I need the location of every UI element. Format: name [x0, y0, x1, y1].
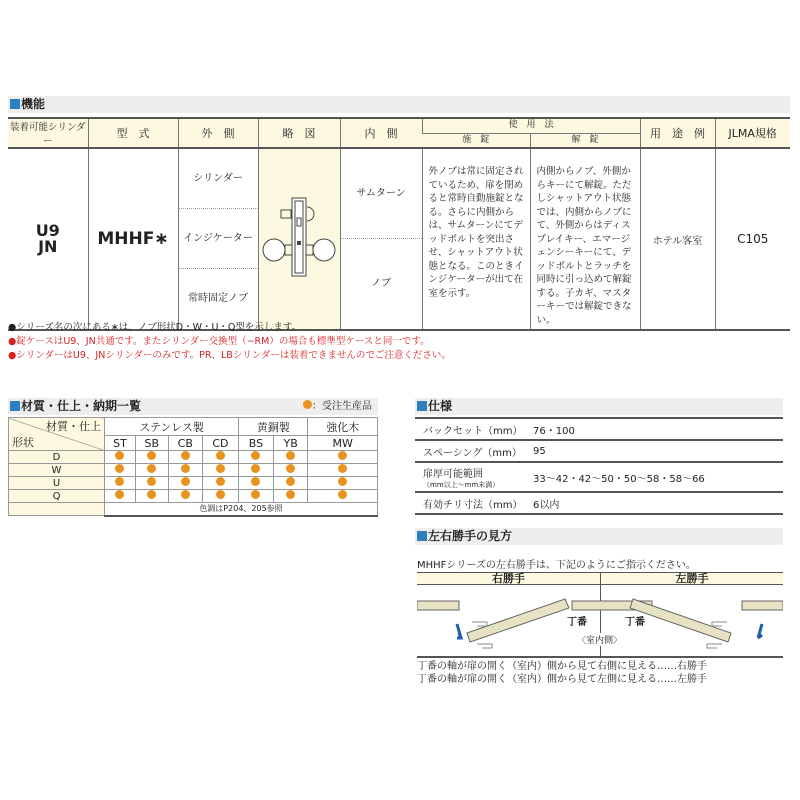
made-to-order-dot-icon [251, 490, 260, 499]
outside-indicator: インジケーター [179, 209, 258, 269]
header-lock: 施 錠 [422, 133, 530, 148]
availability-cell [135, 490, 168, 503]
jlma-cell: C105 [715, 148, 790, 330]
header-inside: 内 側 [340, 118, 422, 148]
made-to-order-dot-icon [216, 477, 225, 486]
made-to-order-dot-icon [338, 490, 347, 499]
availability-cell [105, 451, 136, 464]
availability-cell [239, 477, 274, 490]
header-model: 型 式 [88, 118, 178, 148]
square-icon [10, 401, 20, 411]
square-icon [417, 401, 427, 411]
made-to-order-dot-icon [251, 477, 260, 486]
empty-cell [9, 503, 105, 516]
group-wood: 強化木 [308, 418, 378, 436]
availability-cell [202, 490, 238, 503]
code-yb: YB [273, 436, 308, 451]
corner-top: 材質・仕上 [46, 420, 101, 433]
corner-bottom: 形状 [12, 436, 34, 449]
group-brass: 黄銅製 [239, 418, 308, 436]
legend [303, 398, 372, 415]
availability-cell [239, 464, 274, 477]
availability-cell [273, 451, 308, 464]
outside-cell [178, 148, 258, 330]
availability-cell [168, 464, 202, 477]
availability-cell [168, 477, 202, 490]
cylinder-jn: JN [38, 237, 58, 256]
left-hand-rule: 丁番の軸が扉の開く（室内）側から見て左側に見える……左勝手 [417, 674, 707, 685]
availability-cell [308, 464, 378, 477]
availability-cell [168, 451, 202, 464]
left-hand-label: 左勝手 [600, 573, 783, 585]
color-reference: 色調はP204、205参照 [105, 503, 378, 516]
availability-cell [135, 451, 168, 464]
code-cd: CD [202, 436, 238, 451]
spec-title [415, 398, 783, 415]
header-unlock: 解 錠 [530, 133, 640, 148]
made-to-order-dot-icon [286, 477, 295, 486]
inside-cell [340, 148, 422, 330]
availability-cell [105, 477, 136, 490]
spec-label-sub: （mm以上〜mm未満） [423, 480, 500, 489]
spec-table [415, 417, 783, 515]
made-to-order-dot-icon [147, 464, 156, 473]
availability-cell [308, 477, 378, 490]
function-table [8, 117, 790, 331]
made-to-order-dot-icon [216, 451, 225, 460]
spec-value: 76・100 [525, 418, 783, 440]
made-to-order-dot-icon [115, 490, 124, 499]
spec-value: 95 [525, 440, 783, 462]
availability-cell [105, 464, 136, 477]
availability-cell [135, 464, 168, 477]
outside-cylinder: シリンダー [179, 149, 258, 209]
hinge-label-left: 丁番 [625, 617, 645, 628]
diagram-cell [258, 148, 340, 330]
made-to-order-dot-icon [286, 464, 295, 473]
made-to-order-dot-icon [115, 451, 124, 460]
title-text: 機能 [21, 97, 46, 111]
spec-label: 有効チリ寸法（mm） [415, 492, 525, 514]
availability-cell [202, 477, 238, 490]
header-jlma: JLMA規格 [715, 118, 790, 148]
made-to-order-dot-icon [181, 477, 190, 486]
title-text: 仕様 [428, 399, 453, 413]
table-row [9, 477, 378, 490]
table-row [9, 451, 378, 464]
made-to-order-dot-icon [303, 400, 312, 409]
hand-explanation [417, 660, 707, 686]
spec-label: バックセット（mm） [415, 418, 525, 440]
hand-title [415, 528, 783, 545]
availability-cell [202, 464, 238, 477]
availability-cell [105, 490, 136, 503]
made-to-order-dot-icon [286, 451, 295, 460]
availability-cell [308, 451, 378, 464]
made-to-order-dot-icon [216, 464, 225, 473]
availability-cell [202, 451, 238, 464]
inside-thumbturn: サムターン [341, 149, 422, 239]
availability-cell [239, 451, 274, 464]
square-icon [10, 99, 20, 109]
function-title [8, 96, 790, 113]
note-3: ●シリンダーはU9、JNシリンダーのみです。PR、LBシリンダーは装着できませんのでご注意ください。 [8, 350, 451, 361]
cylinder-u9: U9 [35, 221, 60, 240]
spec-label: スペーシング（mm） [415, 440, 525, 462]
lock-diagram-icon [259, 193, 339, 283]
note-2: ●錠ケースはU9、JN共通です。またシリンダー交換型（−RM）の場合も標準型ケースと同一です。 [8, 336, 430, 347]
availability-cell [273, 464, 308, 477]
made-to-order-dot-icon [251, 451, 260, 460]
spec-value: 6以内 [525, 492, 783, 514]
availability-cell [239, 490, 274, 503]
availability-cell [135, 477, 168, 490]
table-row [9, 490, 378, 503]
made-to-order-dot-icon [181, 464, 190, 473]
shape-label: D [9, 451, 105, 464]
spec-label-main: 扉厚可能範囲 [423, 468, 483, 480]
made-to-order-dot-icon [181, 490, 190, 499]
hand-intro: MHHFシリーズの左右勝手は、下記のようにご指示ください。 [417, 560, 696, 571]
made-to-order-dot-icon [115, 477, 124, 486]
availability-cell [168, 490, 202, 503]
table-row [9, 464, 378, 477]
hand-diagram [417, 572, 783, 658]
header-outside: 外 側 [178, 118, 258, 148]
header-cylinder: 装着可能シリンダー [8, 118, 88, 148]
right-hand-label: 右勝手 [417, 573, 600, 585]
made-to-order-dot-icon [338, 477, 347, 486]
made-to-order-dot-icon [338, 451, 347, 460]
title-text: 材質・仕上・納期一覧 [21, 399, 142, 413]
group-stainless: ステンレス製 [105, 418, 239, 436]
model-cell: MHHF∗ [88, 148, 178, 330]
outside-fixed-knob: 常時固定ノブ [188, 293, 248, 304]
made-to-order-dot-icon [216, 490, 225, 499]
availability-cell [308, 490, 378, 503]
title-text: 左右勝手の見方 [428, 529, 513, 543]
code-sb: SB [135, 436, 168, 451]
code-st: ST [105, 436, 136, 451]
made-to-order-dot-icon [286, 490, 295, 499]
corner-cell [9, 418, 105, 451]
use-cell: ホテル客室 [640, 148, 715, 330]
shape-label: Q [9, 490, 105, 503]
availability-cell [273, 477, 308, 490]
code-bs: BS [239, 436, 274, 451]
material-title [8, 398, 378, 415]
right-hand-rule: 丁番の軸が扉の開く（室内）側から見て右側に見える……右勝手 [417, 661, 707, 672]
shape-label: U [9, 477, 105, 490]
unlock-text: 内側からノブ、外側からキーにて解錠。ただしシャットアウト状態では、内側からノブにて、外側からはディスプレイキー、エマージェンシーキーにて、デッドボルトとラッチを同時に引っ込めて解錠する。子カギ、マスターキーでは解錠できない。 [530, 148, 640, 330]
square-icon [417, 531, 427, 541]
room-side-label: 〈室内側〉 [577, 633, 622, 646]
shape-label: W [9, 464, 105, 477]
code-cb: CB [168, 436, 202, 451]
made-to-order-dot-icon [147, 477, 156, 486]
spec-value: 33〜42・42〜50・50〜58・58〜66 [525, 462, 783, 492]
made-to-order-dot-icon [115, 464, 124, 473]
made-to-order-dot-icon [147, 451, 156, 460]
code-mw: MW [308, 436, 378, 451]
made-to-order-dot-icon [181, 451, 190, 460]
header-diagram: 略 図 [258, 118, 340, 148]
made-to-order-dot-icon [147, 490, 156, 499]
hinge-label-right: 丁番 [567, 617, 587, 628]
spec-label [415, 462, 525, 492]
note-1: ●シリーズ名の次にある∗は、ノブ形状D・W・U・Q型を示します。 [8, 322, 302, 333]
legend-text: ：受注生産品 [312, 401, 372, 412]
header-use: 用 途 例 [640, 118, 715, 148]
material-table [8, 417, 378, 517]
inside-knob: ノブ [371, 278, 391, 289]
arrow-icon [457, 624, 461, 638]
arrow-icon [758, 624, 762, 638]
made-to-order-dot-icon [338, 464, 347, 473]
made-to-order-dot-icon [251, 464, 260, 473]
lock-text: 外ノブは常に固定されているため、扉を閉めると常時自動施錠となる。さらに内側からは、サムターンにてデッドボルトを突出させ、シャットアウト状態となる。このときインジケーターが出て在室を示す。 [422, 148, 530, 330]
header-usage: 使 用 法 [422, 118, 640, 133]
availability-cell [273, 490, 308, 503]
cylinder-cell [8, 148, 88, 330]
